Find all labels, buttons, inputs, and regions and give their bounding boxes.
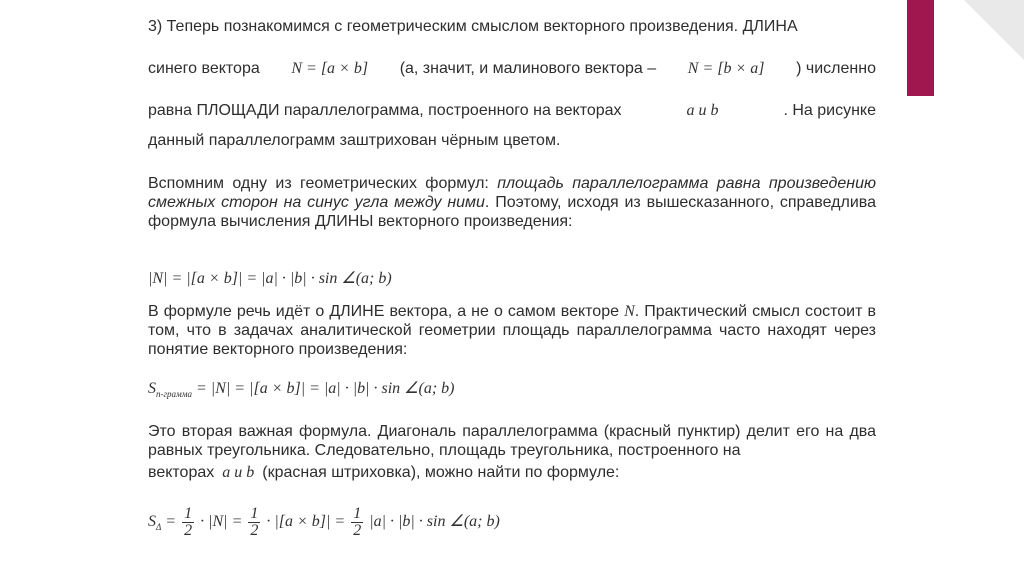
formula-triangle-area [148,506,500,539]
formula-parallelogram-area [148,378,455,399]
frac-num: 1 [184,505,193,522]
formula2-s: S [148,380,156,397]
fraction-half-2 [248,506,260,539]
formula3-t2: · |[a × b]| = [262,513,350,531]
formula1-text: |N| = |[a × b]| = |a| · |b| · sin ∠(a; b) [148,270,392,287]
p1-line3-text-b: . На рисунке [783,102,876,119]
formula-n-ba: N = [b × a] [687,60,765,77]
formula-n: N [624,303,635,320]
p4-line3-text-b: (красная штриховка), можно найти по формуле: [262,464,620,481]
frac-num: 1 [250,505,259,522]
formula3-t3: |a| · |b| · sin ∠(a; b) [365,513,500,531]
formula2-sub: п-грамма [156,389,192,399]
frac-num: 1 [353,505,362,522]
p1-line1-text: 3) Теперь познакомимся с геометрическим смыслом векторного произведения. ДЛИНА [148,18,798,35]
page-fold-corner [964,0,1024,60]
frac-den: 2 [184,522,193,539]
formula3-eq: = [161,513,181,531]
fraction-half-1 [182,506,194,539]
fraction-half-3 [351,506,363,539]
p3-text-b: . Практический смысл состоит в том, что в задачах аналитической геометрии площадь параллелограмма часто находят через понятие векторного произведения: [148,303,876,358]
p4-text: Это вторая важная формула. Диагональ параллелограмма (красный пунктир) делит его на два равных треугольника. Следовательно, площадь треугольника, построенного на [148,423,876,459]
p1-line4-text: данный параллелограмм заштрихован чёрным цветом. [148,132,561,149]
formula-a-and-b: a и b [686,102,719,119]
p1-line1 [148,18,876,36]
formula2-rest: = |N| = |[a × b]| = |a| · |b| · sin ∠(a; b) [192,380,455,397]
p4 [148,422,876,460]
p1-line3 [148,102,876,120]
p2-rest: . Поэтому, исходя из вышесказанного, справедлива формула вычисления ДЛИНЫ векторного произведения: [148,194,877,230]
p1-line2 [148,60,876,78]
formula-n-ab: N = [a × b] [291,60,369,77]
p1-line2-text-a: синего вектора [148,60,260,77]
p3-text-a: В формуле речь идёт о ДЛИНЕ вектора, а не о самом векторе [148,303,619,320]
formula-a-and-b-2: a и b [222,464,255,481]
frac-den: 2 [353,522,362,539]
p2-lead: Вспомним одну из геометрических формул: [148,175,498,192]
p2-italic: площадь параллелограмма равна произведению смежных сторон на синус угла между ними [148,175,877,211]
p4-line3 [148,464,876,482]
p2 [148,174,876,231]
p1-line4 [148,132,876,150]
p1-line3-text-a: равна ПЛОЩАДИ параллелограмма, построенного на векторах [148,102,622,119]
formula3-sub: Δ [156,522,162,533]
accent-bar [907,0,934,96]
p3 [148,302,876,359]
frac-den: 2 [250,522,259,539]
formula-length-cross-product [148,268,392,288]
p1-line2-text-c: ) численно [796,60,876,77]
formula3-t1: · |N| = [196,513,247,531]
formula3-s: S [148,513,156,531]
p4-line3-text-a: векторах [148,464,215,481]
p1-line2-text-b: (а, значит, и малинового вектора – [399,60,657,77]
